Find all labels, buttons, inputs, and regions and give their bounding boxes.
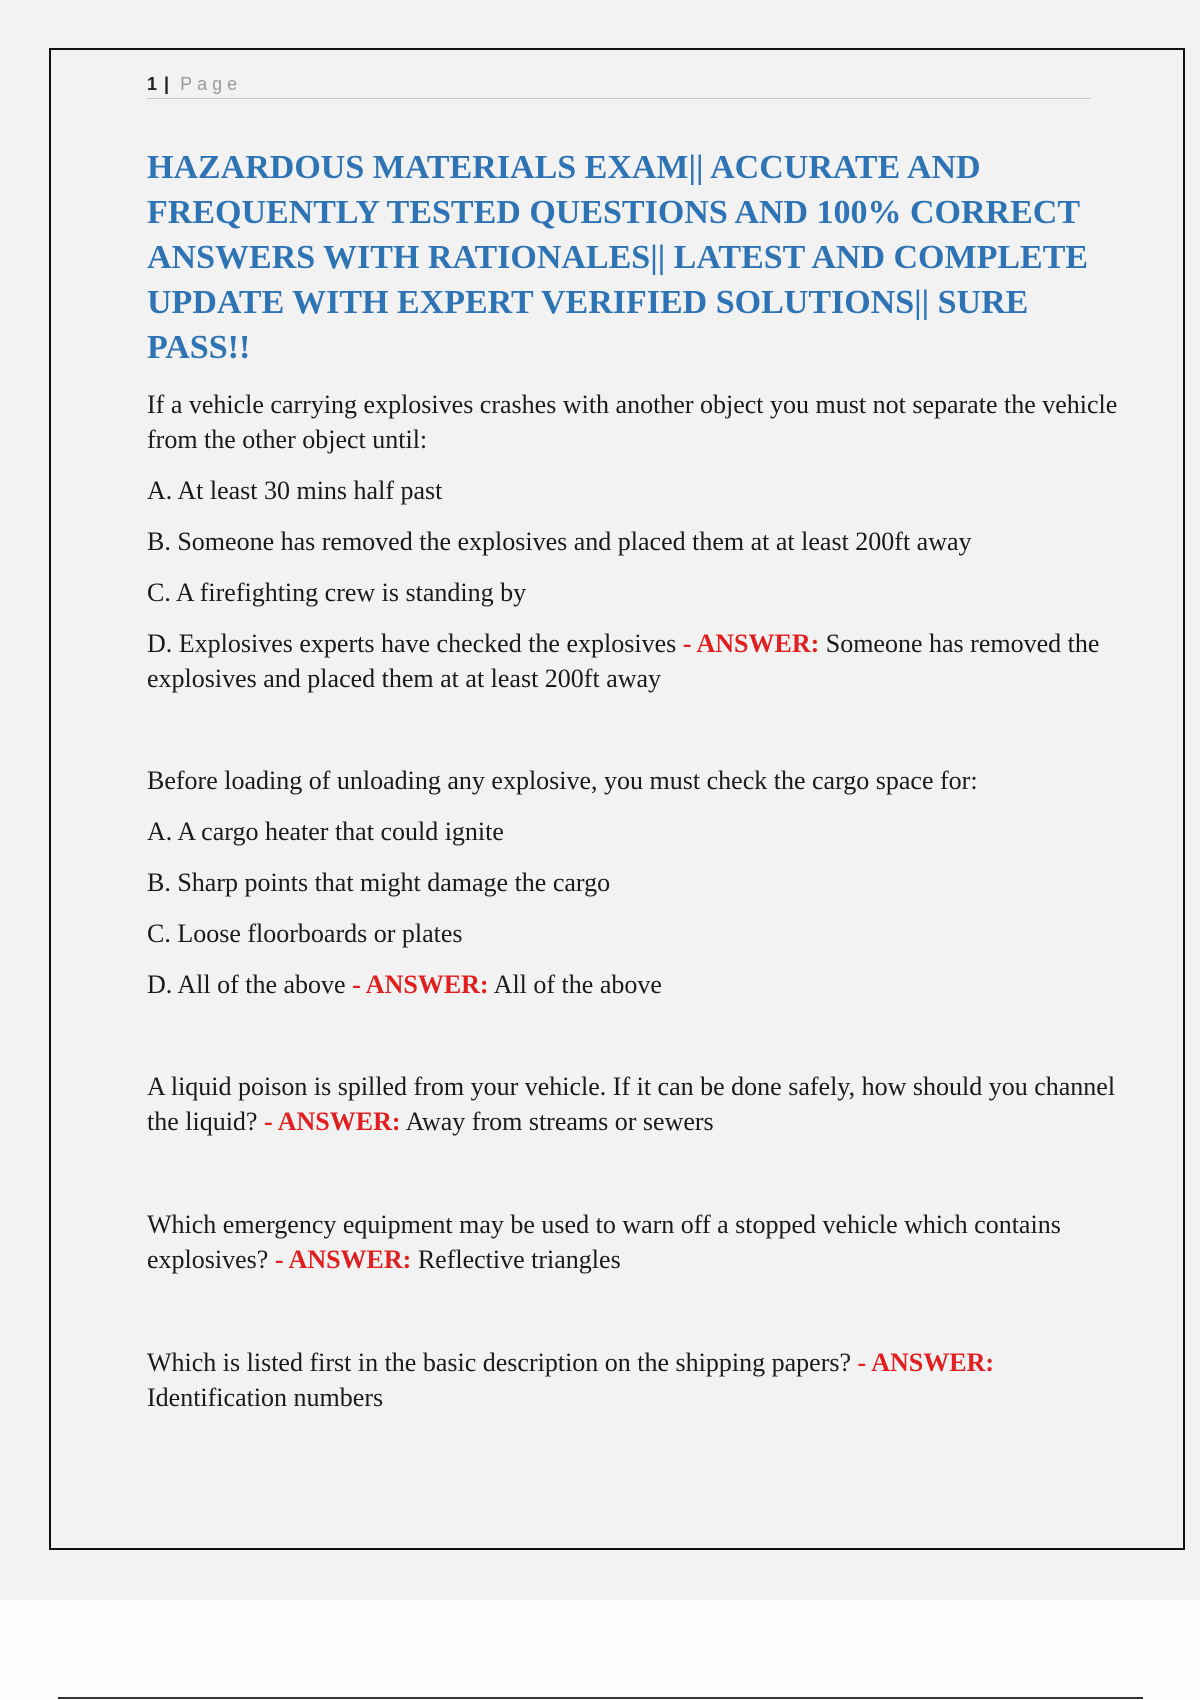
question-2-option-c: C. Loose floorboards or plates	[147, 919, 463, 948]
question-1-answer: Someone has removed the explosives and placed them at at least 200ft away	[147, 629, 1100, 693]
question-2-option-a: A. A cargo heater that could ignite	[147, 817, 504, 846]
question-2-option-d: D. All of the above	[147, 970, 346, 999]
question-1-option-d-with-answer	[147, 626, 1127, 696]
page-number: 1	[147, 74, 158, 94]
document-title: HAZARDOUS MATERIALS EXAM|| ACCURATE AND FREQUENTLY TESTED QUESTIONS AND 100% CORRECT ANSWERS WITH RATIONALES|| LATEST AND COMPLETE UPDATE WITH EXPERT VERIFIED SOLUTIONS|| SURE PASS!!	[147, 149, 1089, 366]
document-page	[49, 48, 1185, 1550]
answer-label: - ANSWER:	[263, 1107, 401, 1136]
question-4-text: Which emergency equipment may be used to warn off a stopped vehicle which contains explosives?	[147, 1210, 1061, 1274]
page-separator: |	[164, 74, 170, 94]
page-label: Page	[180, 74, 243, 94]
page-header	[147, 72, 1091, 99]
question-1-option-d: D. Explosives experts have checked the explosives	[147, 629, 677, 658]
question-2-option-b: B. Sharp points that might damage the cargo	[147, 868, 611, 897]
question-1-option-a: A. At least 30 mins half past	[147, 476, 443, 505]
question-3-text: A liquid poison is spilled from your vehicle. If it can be done safely, how should you channel the liquid?	[147, 1072, 1116, 1136]
question-2-answer: All of the above	[493, 970, 662, 999]
answer-label: - ANSWER:	[274, 1245, 412, 1274]
question-4	[147, 1207, 1127, 1277]
document-content	[147, 387, 1127, 1415]
page-gap	[0, 1600, 1200, 1700]
question-4-answer: Reflective triangles	[417, 1245, 621, 1274]
question-2-text: Before loading of unloading any explosive, you must check the cargo space for:	[147, 766, 978, 795]
question-5	[147, 1345, 1127, 1415]
question-2-option-d-with-answer	[147, 967, 1127, 1002]
question-1-text: If a vehicle carrying explosives crashes with another object you must not separate the vehicle from the other object until:	[147, 390, 1118, 454]
question-5-text: Which is listed first in the basic description on the shipping papers?	[147, 1348, 852, 1377]
question-5-answer: Identification numbers	[147, 1383, 384, 1412]
answer-label: - ANSWER:	[857, 1348, 995, 1377]
question-1-option-b: B. Someone has removed the explosives and placed them at at least 200ft away	[147, 527, 972, 556]
next-page-divider	[58, 1697, 1143, 1699]
question-3-answer: Away from streams or sewers	[405, 1107, 714, 1136]
answer-label: - ANSWER:	[682, 629, 820, 658]
question-1-option-c: C. A firefighting crew is standing by	[147, 578, 527, 607]
question-3	[147, 1069, 1127, 1139]
answer-label: - ANSWER:	[352, 970, 489, 999]
